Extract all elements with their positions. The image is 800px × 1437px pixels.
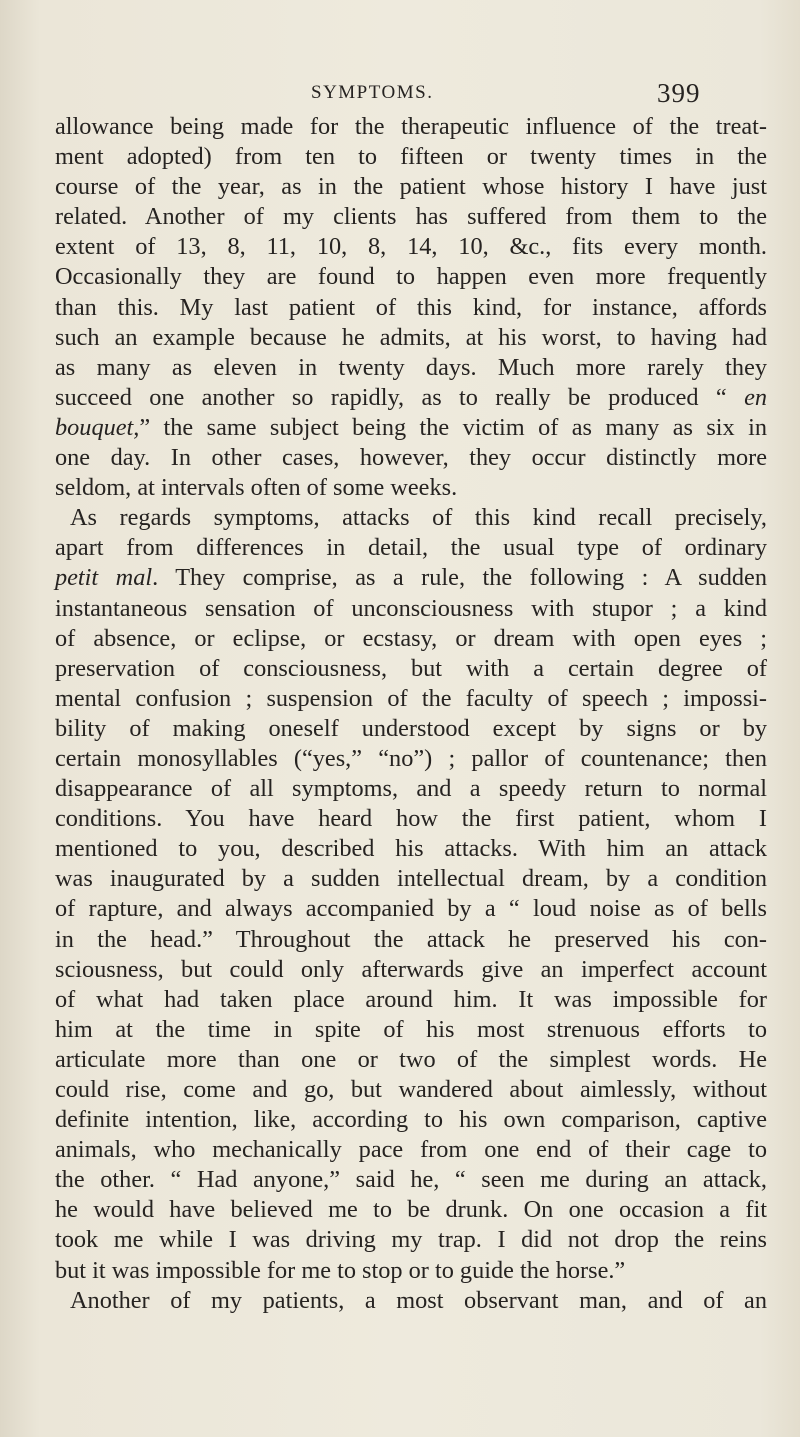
text-line: course of the year, as in the patient whose history I have just (55, 173, 767, 201)
text-line: seldom, at intervals often of some weeks. (55, 474, 458, 502)
text-line: mental confusion ; suspension of the faculty of speech ; impossi- (55, 684, 767, 712)
text-line: could rise, come and go, but wandered about aimlessly, without (55, 1076, 767, 1103)
text-line: conditions. You have heard how the first patient, whom I (55, 805, 767, 833)
text-line: one day. In other cases, however, they occur distinctly more (55, 444, 767, 472)
text-line: ment adopted) from ten to fifteen or twenty times in the (55, 143, 767, 171)
text-line: preservation of consciousness, but with a certain degree of (55, 654, 767, 682)
text-line: mentioned to you, described his attacks. With him an attack (55, 835, 767, 863)
text-line: Occasionally they are found to happen even more frequently (55, 263, 767, 291)
text-line: was inaugurated by a sudden intellectual dream, by a condition (55, 865, 767, 893)
text-line: animals, who mechanically pace from one end of their cage to (55, 1136, 767, 1164)
text-line: allowance being made for the therapeutic influence of the treat- (55, 113, 767, 140)
text-line: the other. “ Had anyone,” said he, “ seen me during an attack, (55, 1166, 767, 1194)
body-text (55, 112, 767, 1316)
text-line: of absence, or eclipse, or ecstasy, or dream with open eyes ; (55, 624, 767, 652)
text-line: certain monosyllables (“yes,” “no”) ; pallor of countenance; then (55, 744, 767, 772)
text-line: succeed one another so rapidly, as to really be produced “ en (55, 383, 767, 411)
text-line: articulate more than one or two of the simplest words. He (55, 1045, 767, 1073)
page-header (0, 78, 800, 108)
text-line: bouquet,” the same subject being the victim of as many as six in (55, 413, 767, 441)
text-line: extent of 13, 8, 11, 10, 8, 14, 10, &c., fits every month. (55, 233, 767, 261)
text-line: petit mal. They comprise, as a rule, the following : A sudden (55, 564, 767, 592)
text-line: related. Another of my clients has suffered from them to the (55, 203, 767, 231)
text-line: he would have believed me to be drunk. On one occasion a fit (55, 1196, 767, 1224)
text-line: than this. My last patient of this kind, for instance, affords (55, 293, 767, 321)
text-line: of what had taken place around him. It was impossible for (55, 985, 767, 1013)
text-line: but it was impossible for me to stop or to guide the horse.” (55, 1256, 626, 1284)
page-number: 399 (657, 78, 701, 108)
text-line: Another of my patients, a most observant man, and of an (70, 1286, 767, 1314)
text-line: as many as eleven in twenty days. Much more rarely they (55, 353, 767, 381)
text-line: such an example because he admits, at his worst, to having had (55, 323, 767, 351)
running-head: SYMPTOMS. (311, 82, 434, 103)
text-line: sciousness, but could only afterwards give an imperfect account (55, 955, 767, 983)
text-line: disappearance of all symptoms, and a speedy return to normal (55, 775, 767, 803)
text-line: in the head.” Throughout the attack he preserved his con- (55, 925, 767, 953)
text-line: took me while I was driving my trap. I did not drop the reins (55, 1226, 767, 1254)
text-line: of rapture, and always accompanied by a “ loud noise as of bells (55, 895, 767, 923)
text-line: instantaneous sensation of unconsciousness with stupor ; a kind (55, 594, 767, 622)
text-line: As regards symptoms, attacks of this kind recall precisely, (70, 504, 767, 532)
text-line: apart from differences in detail, the usual type of ordinary (55, 534, 767, 562)
text-line: definite intention, like, according to his own comparison, captive (55, 1106, 767, 1134)
text-line: bility of making oneself understood except by signs or by (55, 714, 767, 742)
text-line: him at the time in spite of his most strenuous efforts to (55, 1015, 767, 1043)
